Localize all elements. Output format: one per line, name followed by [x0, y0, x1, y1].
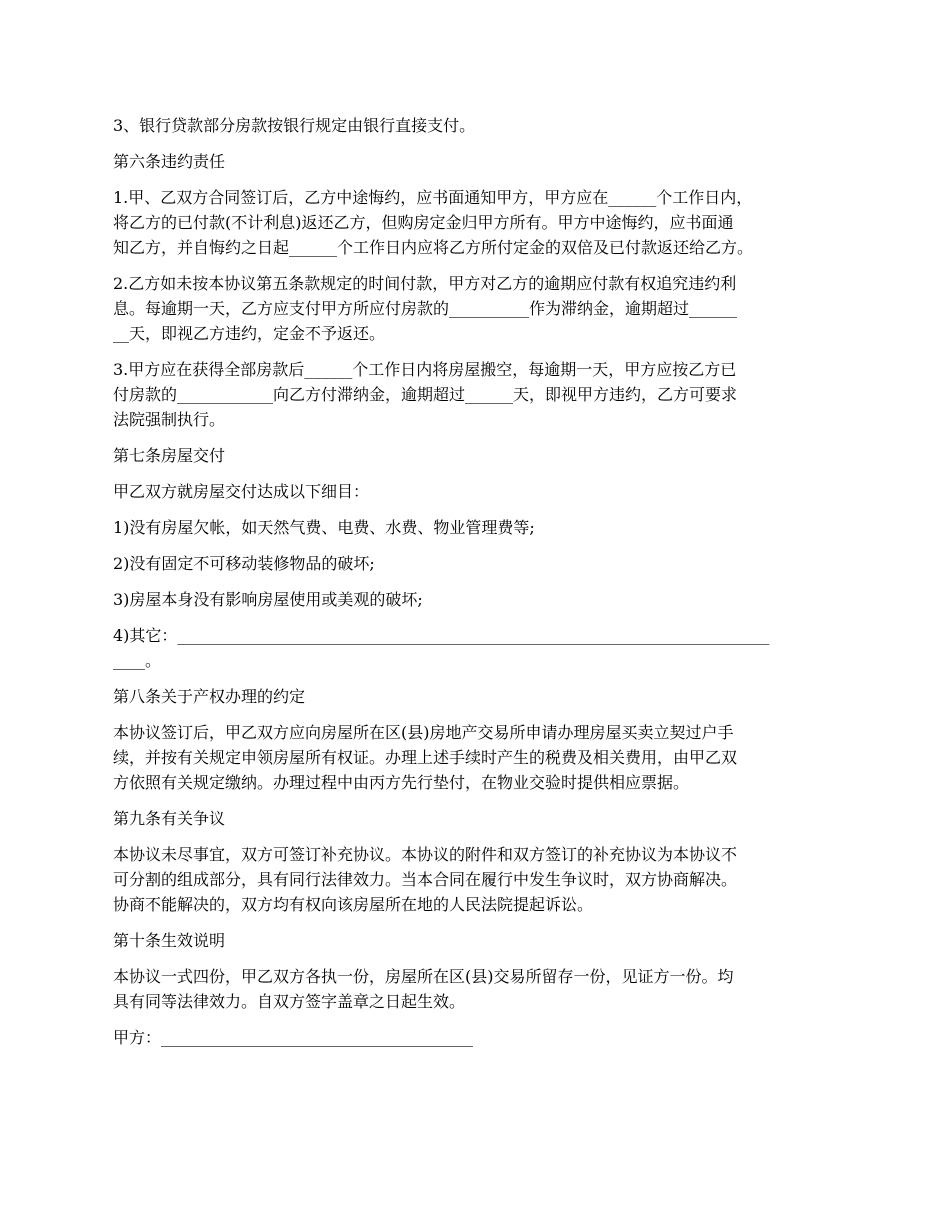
text-line: 协商不能解决的，双方均有权向该房屋所在地的人民法院提起诉讼。	[113, 895, 594, 914]
paragraph	[113, 357, 853, 432]
text-line: __天，即视乙方违约，定金不予返还。	[113, 324, 386, 343]
paragraph	[113, 479, 853, 504]
paragraph	[113, 149, 853, 174]
paragraph	[113, 1025, 853, 1050]
text-line: 3.甲方应在获得全部房款后______个工作日内将房屋搬空，每逾期一天，甲方应按乙方已	[113, 360, 737, 379]
paragraph	[113, 964, 853, 1014]
text-line: 1.甲、乙双方合同签订后，乙方中途悔约，应书面通知甲方，甲方应在______个工作日内，	[113, 188, 753, 207]
text-line: 本协议未尽事宜，双方可签订补充协议。本协议的附件和双方签订的补充协议为本协议不	[113, 845, 738, 864]
paragraph	[113, 623, 853, 673]
text-line: 第六条违约责任	[113, 152, 226, 171]
text-line: 甲乙双方就房屋交付达成以下细目：	[113, 482, 370, 501]
text-line: 本协议签订后，甲乙双方应向房屋所在区(县)房地产交易所申请办理房屋买卖立契过户手	[113, 723, 734, 742]
text-line: 第八条关于产权办理的约定	[113, 687, 306, 706]
paragraph	[113, 684, 853, 709]
text-line: 2.乙方如未按本协议第五条款规定的时间付款，甲方对乙方的逾期应付款有权追究违约利	[113, 274, 737, 293]
text-line: 付房款的____________向乙方付滞纳金，逾期超过______天，即视甲方违约，乙方可要求	[113, 385, 738, 404]
text-line: 第七条房屋交付	[113, 446, 226, 465]
paragraph	[113, 113, 853, 138]
text-line: 本协议一式四份，甲乙双方各执一份，房屋所在区(县)交易所留存一份，见证方一份。均	[113, 967, 734, 986]
text-line: 甲方：_______________________________________	[113, 1028, 474, 1047]
paragraph	[113, 806, 853, 831]
paragraph	[113, 551, 853, 576]
text-line: 2)没有固定不可移动装修物品的破坏;	[113, 554, 375, 573]
paragraph	[113, 443, 853, 468]
paragraph	[113, 720, 853, 795]
text-line: 3)房屋本身没有影响房屋使用或美观的破坏;	[113, 590, 423, 609]
text-line: 将乙方的已付款(不计利息)返还乙方，但购房定金归甲方所有。甲方中途悔约，应书面通	[113, 213, 734, 232]
text-line: 法院强制执行。	[113, 410, 226, 429]
paragraph	[113, 842, 853, 917]
text-line: 1)没有房屋欠帐，如天然气费、电费、水费、物业管理费等;	[113, 518, 535, 537]
text-line: 第九条有关争议	[113, 809, 226, 828]
text-line: 4)其它：__________________________________________________________________________	[113, 626, 770, 645]
paragraph	[113, 185, 853, 260]
text-line: 3、银行贷款部分房款按银行规定由银行直接支付。	[113, 116, 476, 135]
paragraph	[113, 515, 853, 540]
text-line: 息。每逾期一天，乙方应支付甲方所应付房款的__________作为滞纳金，逾期超过______	[113, 299, 738, 318]
paragraph	[113, 271, 853, 346]
contract-page	[113, 113, 853, 1061]
paragraph	[113, 928, 853, 953]
text-line: 续，并按有关规定申领房屋所有权证。办理上述手续时产生的税费及相关费用，由甲乙双	[113, 748, 738, 767]
text-line: 可分割的组成部分，具有同行法律效力。当本合同在履行中发生争议时，双方协商解决。	[113, 870, 738, 889]
text-line: 知乙方，并自悔约之日起______个工作日内应将乙方所付定金的双倍及已付款返还给乙方。	[113, 238, 754, 257]
text-line: 方依照有关规定缴纳。办理过程中由丙方先行垫付，在物业交验时提供相应票据。	[113, 773, 690, 792]
text-line: 具有同等法律效力。自双方签字盖章之日起生效。	[113, 992, 466, 1011]
paragraph	[113, 587, 853, 612]
text-line: ____。	[113, 651, 162, 670]
text-line: 第十条生效说明	[113, 931, 226, 950]
